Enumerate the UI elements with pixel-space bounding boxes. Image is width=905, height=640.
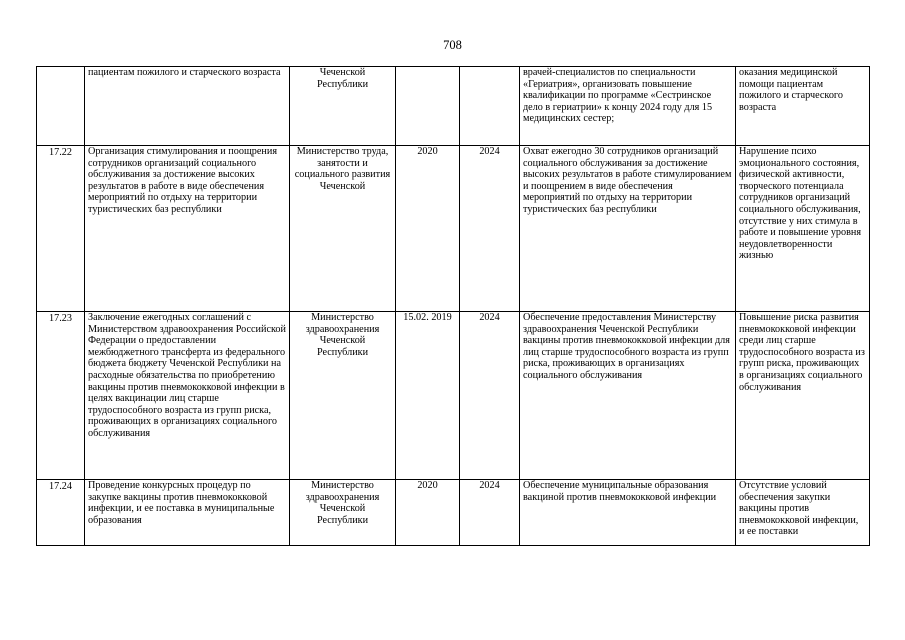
start-cell: 2020 [396, 480, 460, 546]
risk-cell: оказания медицинской помощи пациентам пожилого и старческого возраста [736, 67, 870, 146]
start-cell [396, 67, 460, 146]
table-row [37, 67, 870, 146]
result-cell: Охват ежегодно 30 сотрудников организаций социального обслуживания за достижение высоких результатов в работе стимулированием и поощрением в виде обеспечения мероприятий по отдыху на территории туристических баз республики [520, 146, 736, 312]
end-cell [460, 67, 520, 146]
executor-cell: Министерство труда, занятости и социального развития Чеченской [290, 146, 396, 312]
executor-cell: Министерство здравоохранения Чеченской Республики [290, 312, 396, 480]
table-row [37, 480, 870, 546]
risk-cell: Нарушение психо эмоционального состояния, физической активности, творческого потенциала сотрудников организаций социального обслуживания, отсутствие у них стимула в работе и повышение уровня неудовлетворенности жизнью [736, 146, 870, 312]
table-row [37, 312, 870, 480]
measure-cell: пациентам пожилого и старческого возраста [85, 67, 290, 146]
row-number: 17.24 [37, 480, 85, 546]
page-number: 708 [443, 38, 462, 52]
row-number [37, 67, 85, 146]
start-cell: 15.02. 2019 [396, 312, 460, 480]
end-cell: 2024 [460, 480, 520, 546]
risk-cell: Повышение риска развития пневмококковой инфекции среди лиц старше трудоспособного возраста из групп риска, проживающих в организациях социального обслуживания [736, 312, 870, 480]
executor-cell: Министерство здравоохранения Чеченской Республики [290, 480, 396, 546]
result-cell: Обеспечение муниципальные образования вакциной против пневмококковой инфекции [520, 480, 736, 546]
result-cell: Обеспечение предоставления Министерству здравоохранения Чеченской Республики вакцины против пневмококковой инфекции для лиц старше трудоспособного возраста из групп риска, проживающих в организациях социального обслуживания [520, 312, 736, 480]
row-number: 17.22 [37, 146, 85, 312]
result-cell: врачей-специалистов по специальности «Гериатрия», организовать повышение квалификации по программе «Сестринское дело в гериатрии» к концу 2024 году для 15 медицинских сестер; [520, 67, 736, 146]
end-cell: 2024 [460, 312, 520, 480]
measure-cell: Заключение ежегодных соглашений с Министерством здравоохранения Российской Федерации о предоставлении межбюджетного трансферта из федерального бюджета бюджету Чеченской Республики на расходные обязательства по приобретению вакцины против пневмококковой инфекции в целях вакцинации лиц старше трудоспособного возраста из групп риска, проживающих в организациях социального обслуживания [85, 312, 290, 480]
start-cell: 2020 [396, 146, 460, 312]
row-number: 17.23 [37, 312, 85, 480]
end-cell: 2024 [460, 146, 520, 312]
measures-table [36, 66, 870, 546]
executor-cell: Чеченской Республики [290, 67, 396, 146]
table-row [37, 146, 870, 312]
measure-cell: Проведение конкурсных процедур по закупке вакцины против пневмококковой инфекции, и ее поставка в муниципальные образования [85, 480, 290, 546]
risk-cell: Отсутствие условий обеспечения закупки вакцины против пневмококковой инфекции, и ее поставки [736, 480, 870, 546]
measure-cell: Организация стимулирования и поощрения сотрудников организаций социального обслуживания за достижение высоких результатов в работе в виде обеспечения мероприятий по отдыху на территории туристических баз республики [85, 146, 290, 312]
